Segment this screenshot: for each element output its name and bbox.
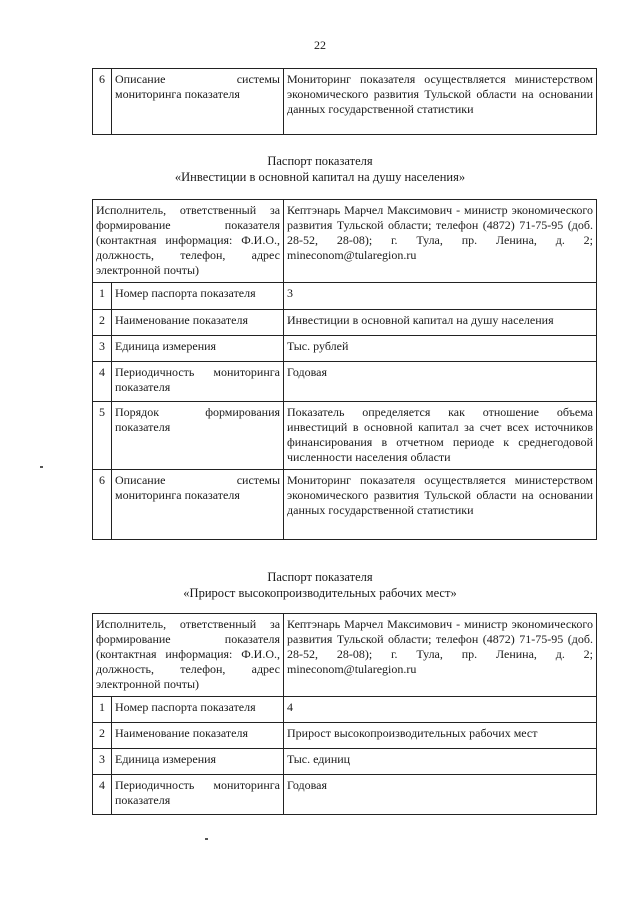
table-row	[93, 614, 597, 697]
row-value: 4	[284, 697, 597, 723]
row-value: Годовая	[284, 775, 597, 815]
passport-table	[92, 199, 597, 540]
passport-table	[92, 613, 597, 815]
row-value: Инвестиции в основной капитал на душу населения	[284, 310, 597, 336]
row-label: Единица измерения	[112, 749, 284, 775]
table-row	[93, 402, 597, 470]
passport-heading	[0, 569, 640, 601]
row-label: Наименование показателя	[112, 310, 284, 336]
row-number: 6	[93, 470, 112, 540]
row-label: Порядок формирования показателя	[112, 402, 284, 470]
row-value: Мониторинг показателя осуществляется министерством экономического развития Тульской области на основании данных государственной статистики	[284, 69, 597, 135]
row-number: 4	[93, 362, 112, 402]
row-label: Номер паспорта показателя	[112, 697, 284, 723]
continuation-table	[92, 68, 597, 135]
row-label: Периодичность мониторинга показателя	[112, 362, 284, 402]
row-value: Годовая	[284, 362, 597, 402]
table-row	[93, 69, 597, 135]
table-row	[93, 775, 597, 815]
passport-heading	[0, 153, 640, 185]
row-number: 6	[93, 69, 112, 135]
row-value: Показатель определяется как отношение объема инвестиций в основной капитал за счет всех источников финансирования в отчетном периоде к среднегодовой численности населения области	[284, 402, 597, 470]
passport-subtitle: «Инвестиции в основной капитал на душу населения»	[174, 170, 466, 184]
executor-label: Исполнитель, ответственный за формирование показателя (контактная информация: Ф.И.О., должность, телефон, адрес электронной почты)	[93, 614, 284, 697]
passport-title: Паспорт показателя	[267, 154, 373, 168]
table-row	[93, 749, 597, 775]
row-label: Периодичность мониторинга показателя	[112, 775, 284, 815]
table-row	[93, 336, 597, 362]
table-row	[93, 310, 597, 336]
row-label: Описание системы мониторинга показателя	[112, 69, 284, 135]
row-number: 3	[93, 336, 112, 362]
table-row	[93, 697, 597, 723]
row-number: 2	[93, 310, 112, 336]
row-value: Прирост высокопроизводительных рабочих мест	[284, 723, 597, 749]
row-label: Единица измерения	[112, 336, 284, 362]
table-row	[93, 283, 597, 310]
row-value: Мониторинг показателя осуществляется министерством экономического развития Тульской области на основании данных государственной статистики	[284, 470, 597, 540]
page-number: 22	[314, 38, 326, 52]
passport-title: Паспорт показателя	[267, 570, 373, 584]
row-label: Номер паспорта показателя	[112, 283, 284, 310]
scan-speck	[40, 466, 43, 468]
table-row	[93, 470, 597, 540]
row-value: 3	[284, 283, 597, 310]
passport-subtitle: «Прирост высокопроизводительных рабочих мест»	[183, 586, 457, 600]
row-number: 4	[93, 775, 112, 815]
executor-value: Кептэнарь Марчел Максимович - министр экономического развития Тульской области; телефон (4872) 71-75-95 (доб. 28-52, 28-08); г. Тула, пр. Ленина, д. 2; mineconom@tularegion.ru	[284, 200, 597, 283]
row-number: 2	[93, 723, 112, 749]
row-value: Тыс. единиц	[284, 749, 597, 775]
row-number: 5	[93, 402, 112, 470]
table-row	[93, 723, 597, 749]
table-row	[93, 200, 597, 283]
row-label: Описание системы мониторинга показателя	[112, 470, 284, 540]
scan-speck	[205, 838, 208, 840]
table-row	[93, 362, 597, 402]
row-label: Наименование показателя	[112, 723, 284, 749]
executor-label: Исполнитель, ответственный за формирование показателя (контактная информация: Ф.И.О., должность, телефон, адрес электронной почты)	[93, 200, 284, 283]
row-number: 1	[93, 697, 112, 723]
row-value: Тыс. рублей	[284, 336, 597, 362]
row-number: 1	[93, 283, 112, 310]
row-number: 3	[93, 749, 112, 775]
executor-value: Кептэнарь Марчел Максимович - министр экономического развития Тульской области; телефон (4872) 71-75-95 (доб. 28-52, 28-08); г. Тула, пр. Ленина, д. 2; mineconom@tularegion.ru	[284, 614, 597, 697]
